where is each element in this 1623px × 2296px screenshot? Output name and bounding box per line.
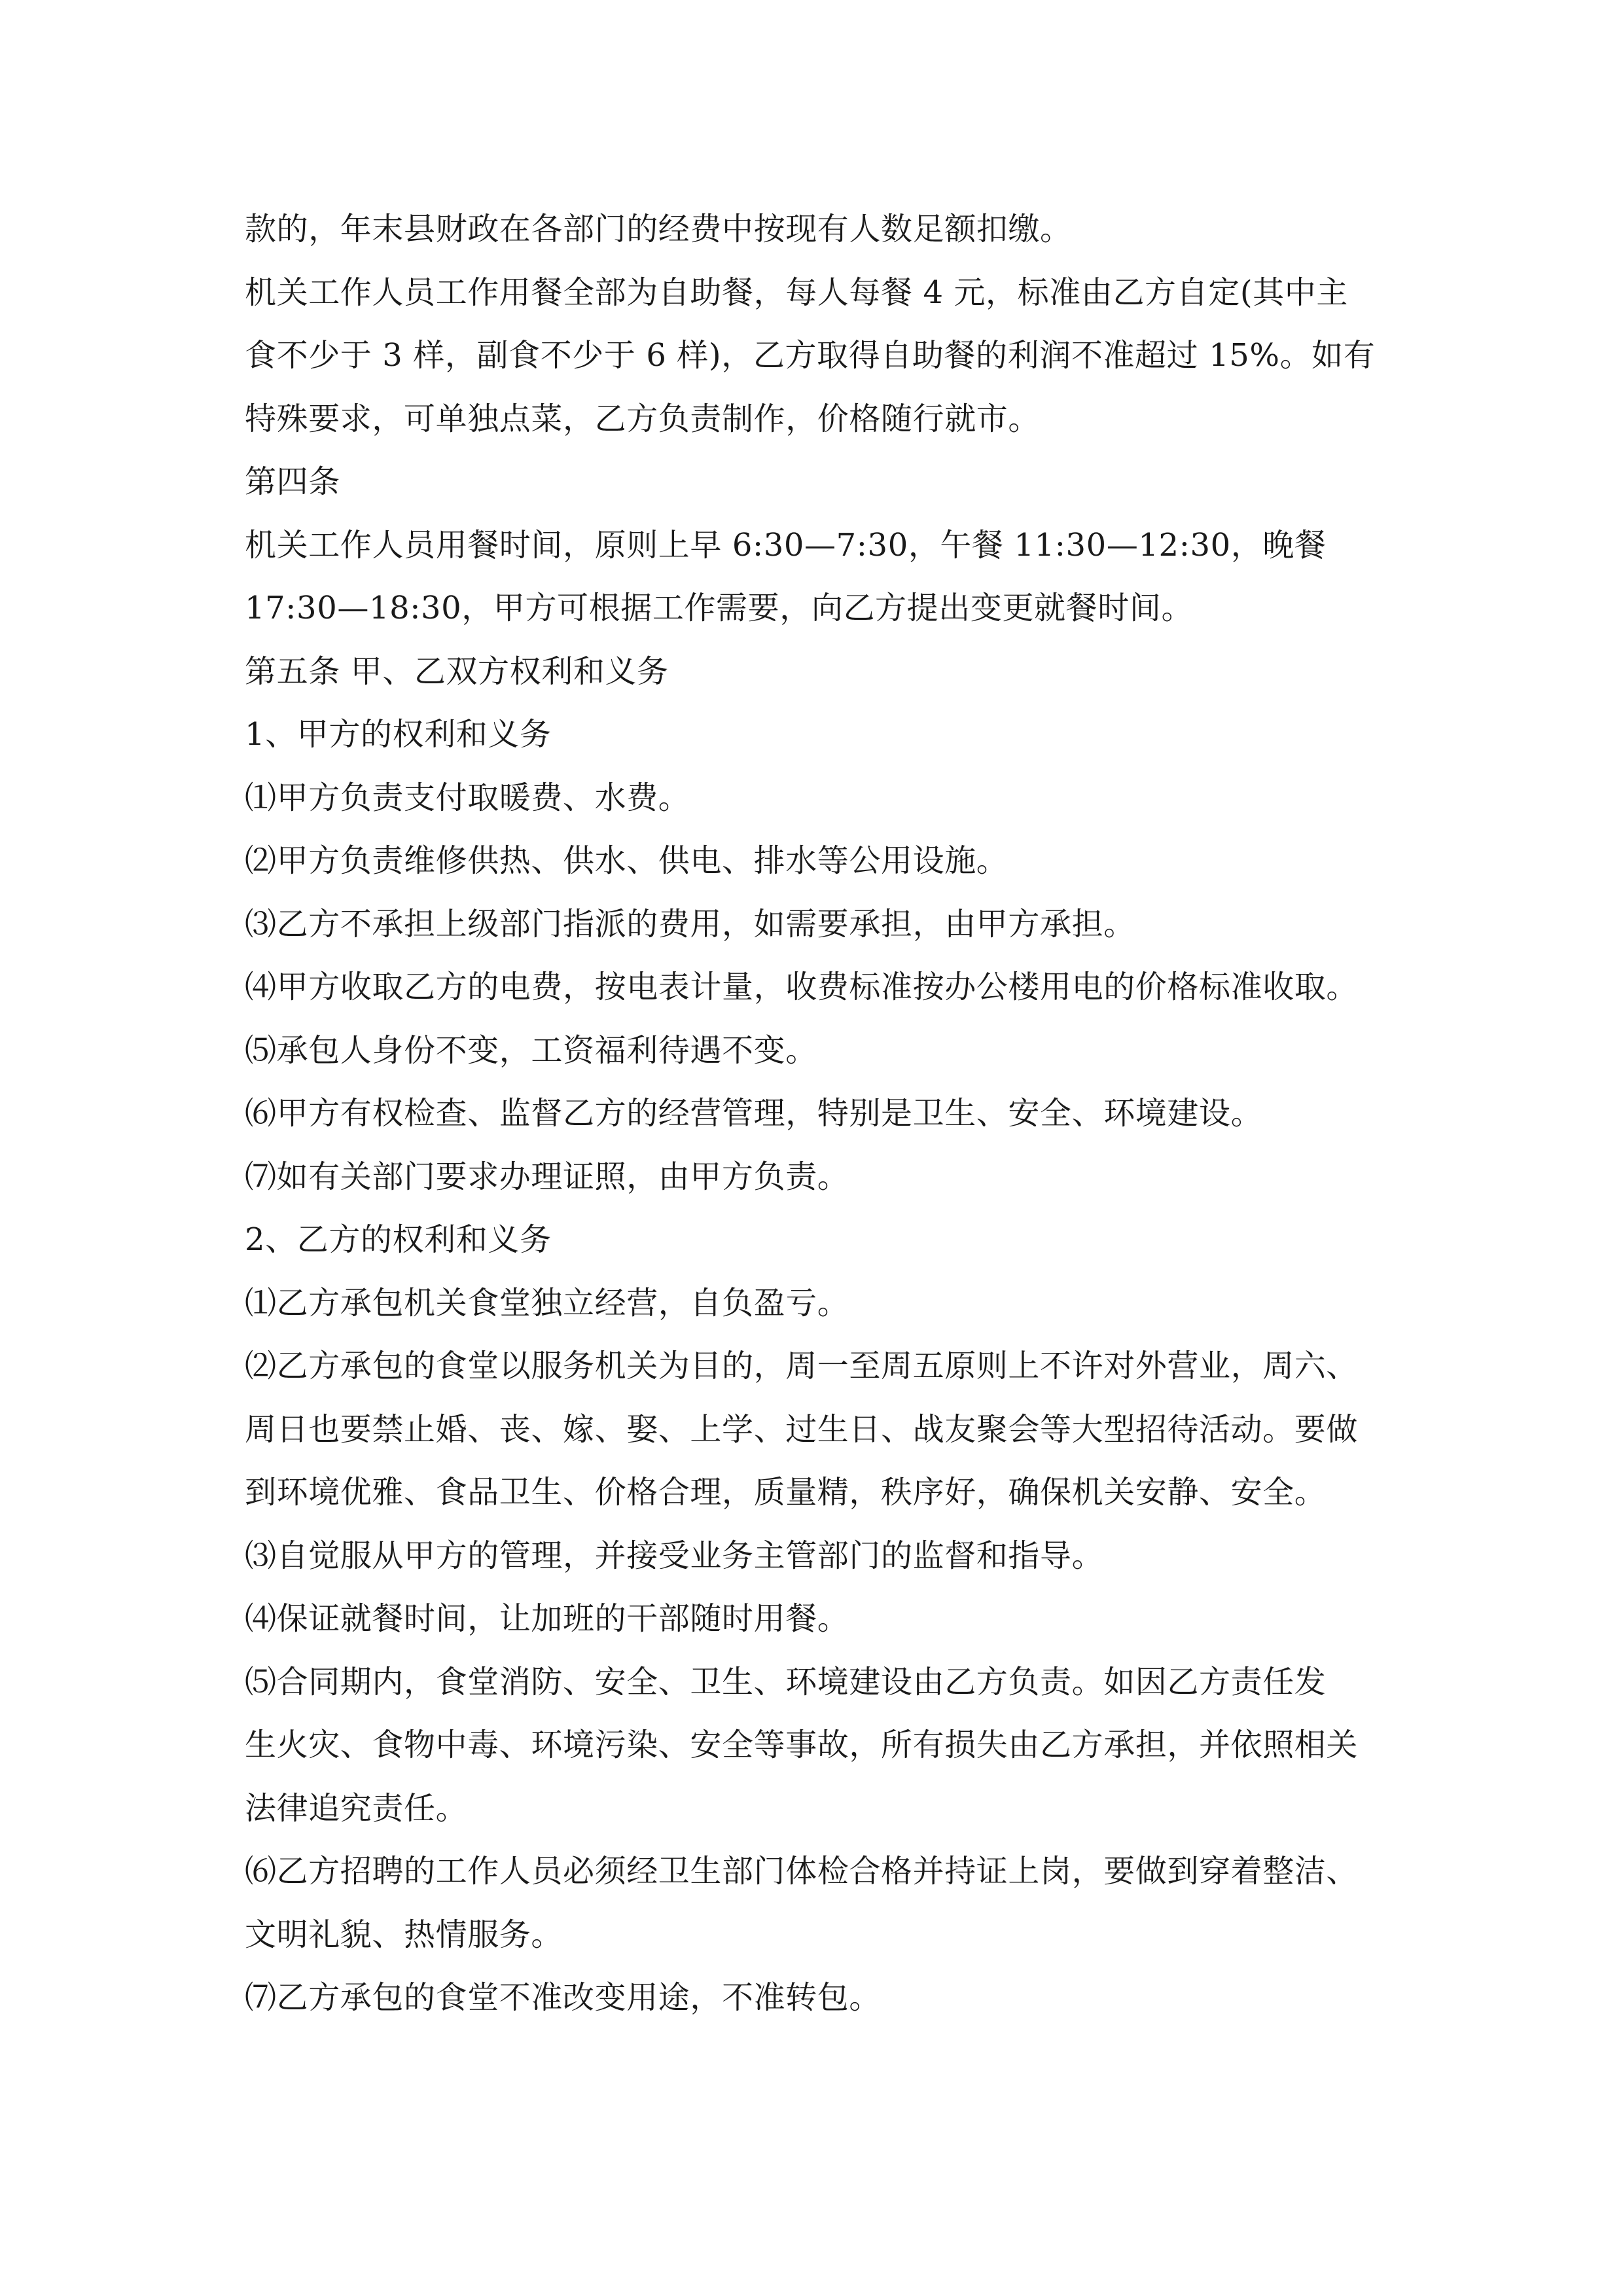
list-item: ⑸承包人身份不变，工资福利待遇不变。	[245, 1031, 817, 1069]
text-line: 特殊要求，可单独点菜，乙方负责制作，价格随行就市。	[245, 400, 1041, 437]
text-line: 17:30—18:30，甲方可根据工作需要，向乙方提出变更就餐时间。	[245, 590, 1194, 626]
text-line: 机关工作人员工作用餐全部为自助餐，每人每餐 4 元，标准由乙方自定(其中主	[245, 274, 1348, 311]
list-item: ⑵乙方承包的食堂以服务机关为目的，周一至周五原则上不许对外营业，周六、	[245, 1348, 1359, 1384]
list-item-continuation: 文明礼貌、热情服务。	[245, 1916, 563, 1953]
list-item: ⑹甲方有权检查、监督乙方的经营管理，特别是卫生、安全、环境建设。	[245, 1095, 1263, 1132]
list-item: ⑺乙方承包的食堂不准改变用途，不准转包。	[245, 1979, 882, 2016]
list-item-continuation: 法律追究责任。	[245, 1789, 468, 1827]
text-line: 机关工作人员用餐时间，原则上早 6:30—7:30，午餐 11:30—12:30，晚餐	[245, 526, 1327, 564]
list-item: ⑶自觉服从甲方的管理，并接受业务主管部门的监督和指导。	[245, 1537, 1104, 1574]
list-item: ⑵甲方负责维修供热、供水、供电、排水等公用设施。	[245, 842, 1008, 879]
list-item: ⑴甲方负责支付取暖费、水费。	[245, 779, 690, 816]
list-item-continuation: 到环境优雅、食品卫生、价格合理，质量精，秩序好，确保机关安静、安全。	[245, 1474, 1327, 1511]
text-line: 款的，年末县财政在各部门的经费中按现有人数足额扣缴。	[245, 211, 1072, 247]
list-item: ⑷保证就餐时间，让加班的干部随时用餐。	[245, 1600, 849, 1637]
list-item: ⑶乙方不承担上级部门指派的费用，如需要承担，由甲方承担。	[245, 905, 1135, 942]
list-item: ⑹乙方招聘的工作人员必须经卫生部门体检合格并持证上岗，要做到穿着整洁、	[245, 1853, 1359, 1890]
text-line: 食不少于 3 样，副食不少于 6 样)，乙方取得自助餐的利润不准超过 15%。如有	[245, 337, 1376, 374]
list-item: ⑷甲方收取乙方的电费，按电表计量，收费标准按办公楼用电的价格标准收取。	[245, 969, 1359, 1005]
list-item: ⑸合同期内，食堂消防、安全、卫生、环境建设由乙方负责。如因乙方责任发	[245, 1663, 1327, 1700]
subsection-heading-party-b: 2、乙方的权利和义务	[245, 1221, 552, 1258]
section-heading-article-4: 第四条	[245, 463, 340, 500]
subsection-heading-party-a: 1、甲方的权利和义务	[245, 716, 552, 753]
list-item: ⑺如有关部门要求办理证照，由甲方负责。	[245, 1158, 849, 1195]
list-item-continuation: 周日也要禁止婚、丧、嫁、娶、上学、过生日、战友聚会等大型招待活动。要做	[245, 1410, 1359, 1448]
list-item-continuation: 生火灾、食物中毒、环境污染、安全等事故，所有损失由乙方承担，并依照相关	[245, 1727, 1359, 1763]
document-body	[245, 198, 1397, 2030]
list-item: ⑴乙方承包机关食堂独立经营，自负盈亏。	[245, 1284, 849, 1321]
section-heading-article-5: 第五条 甲、乙双方权利和义务	[245, 653, 669, 690]
